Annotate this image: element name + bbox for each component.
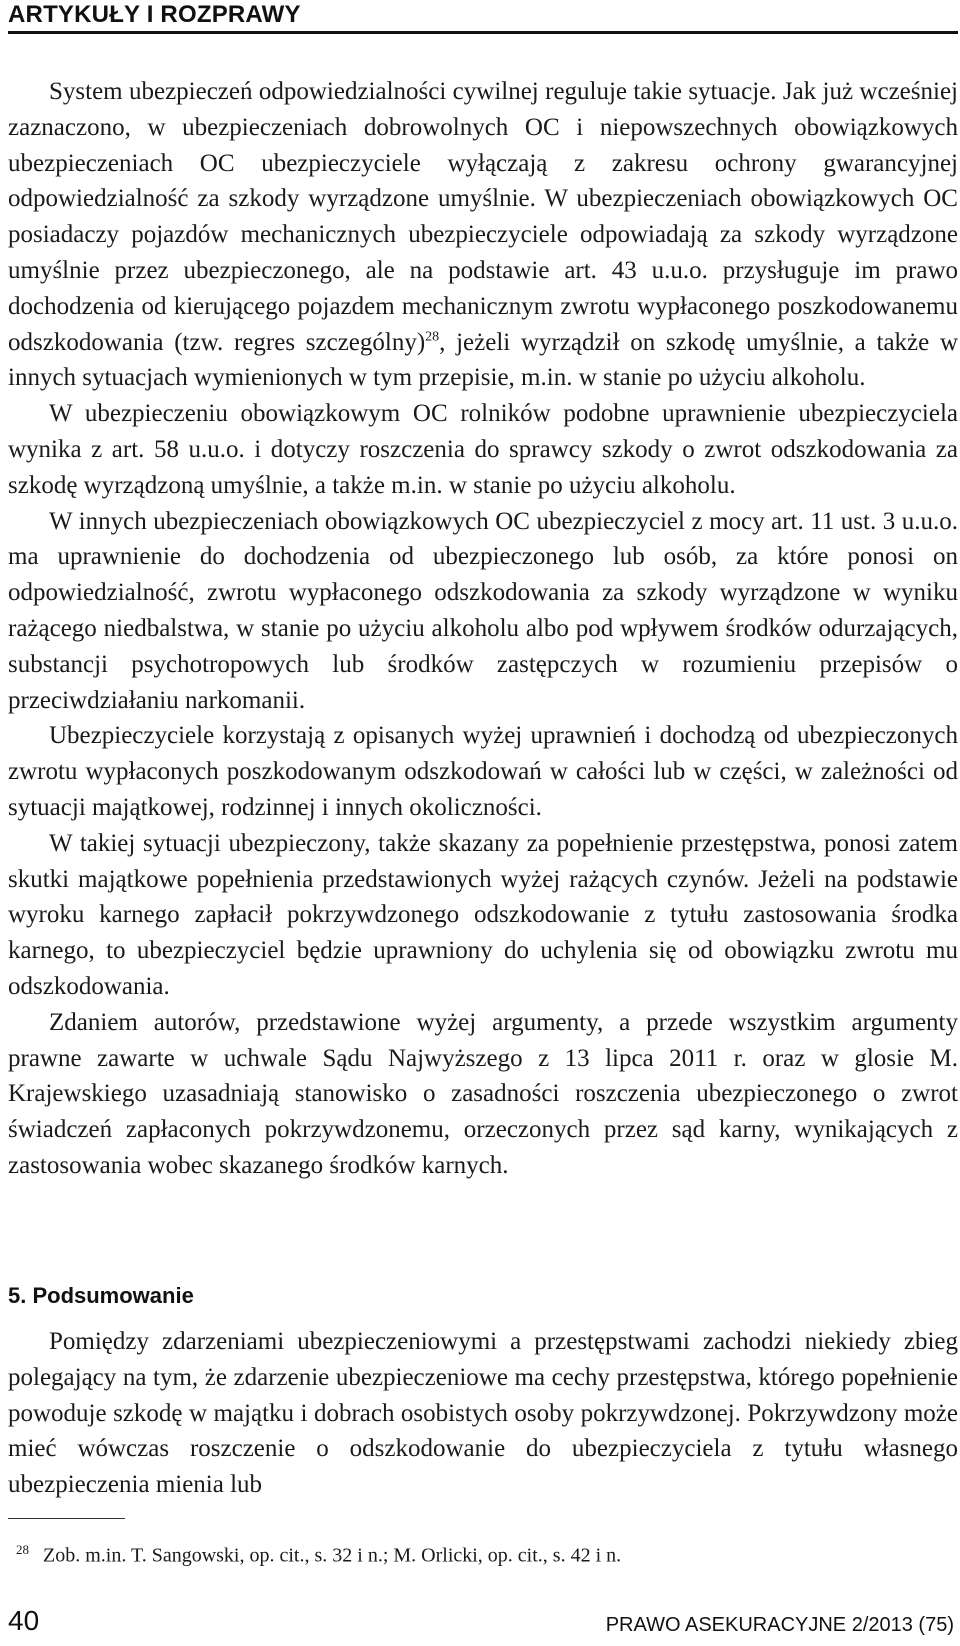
paragraph-6: Zdaniem autorów, przedstawione wyżej argumenty, a przede wszystkim argumenty prawne zawarte w uchwale Sądu Najwyższego z 13 lipca 2011 r. oraz w glosie M. Krajewskiego uzasadniają stanowisko o zasadności roszczenia ubezpieczonego o zwrot świadczeń zapłaconych pokrzywdzonemu, orzeczonych przez sąd karny, wynikających z zastosowania wobec skazanego środków karnych.: [8, 1008, 958, 1179]
footnote-text: Zob. m.in. T. Sangowski, op. cit., s. 32 i n.; M. Orlicki, op. cit., s. 42 i n.: [43, 1544, 622, 1567]
footnote-reference: 28: [425, 329, 440, 345]
page-number: 40: [8, 1605, 40, 1636]
paragraph-3: W innych ubezpieczeniach obowiązkowych OC ubezpieczyciel z mocy art. 11 ust. 3 u.u.o. ma uprawnienie do dochodzenia od ubezpieczonego lub osób, za które ponosi on odpowiedzialność, zwrotu wypłaconego odszkodowania za szkody wyrządzone w wyniku rażącego niedbalstwa, w stanie po użyciu alkoholu albo pod wpływem środków odurzających, substancji psychotropowych lub środków zastępczych w rozumieniu przepisów o przeciwdziałaniu narkomanii.: [8, 507, 958, 714]
paragraph-5: W takiej sytuacji ubezpieczony, także skazany za popełnienie przestępstwa, ponosi zatem skutki majątkowe popełnienia przedstawionych wyżej rażących czynów. Jeżeli na podstawie wyroku karnego zapłacił pokrzywdzonego odszkodowanie z tytułu zastosowania środka karnego, to ubezpieczyciel będzie uprawniony do uchylenia się od obowiązku zwrotu mu odszkodowania.: [8, 829, 958, 1000]
section-heading: 5. Podsumowanie: [8, 1283, 194, 1308]
journal-title: PRAWO ASEKURACYJNE 2/2013 (75): [605, 1614, 954, 1636]
section-body: [8, 1324, 958, 1503]
paragraph-2: W ubezpieczeniu obowiązkowym OC rolników podobne uprawnienie ubezpieczyciela wynika z art. 58 u.u.o. i dotyczy roszczenia do sprawcy szkody o zwrot odszkodowania za szkodę wyrządzoną umyślnie, a także m.in. w stanie po użyciu alkoholu.: [8, 400, 958, 499]
paragraph-1-part2: , jeżeli wyrządził on szkodę umyślnie, a także w innych sytuacjach wymienionych w tym przepisie, m.in. w stanie po użyciu alkoholu.: [8, 328, 958, 392]
footnote-separator: [8, 1518, 125, 1519]
paragraph-1-part1: System ubezpieczeń odpowiedzialności cywilnej reguluje takie sytuacje. Jak już wcześniej zaznaczono, w ubezpieczeniach dobrowolnych OC i niepowszechnych obowiązkowych ubezpieczeniach OC ubezpieczyciele wyłączają z zakresu ochrony gwarancyjnej odpowiedzialność za szkody wyrządzone umyślnie. W ubezpieczeniach obowiązkowych OC posiadaczy pojazdów mechanicznych ubezpieczyciele odpowiadają za szkody wyrządzone umyślnie przez ubezpieczonego, ale na podstawie art. 43 u.u.o. przysługuje im prawo dochodzenia od kierującego pojazdem mechanicznym zwrotu wypłaconego poszkodowanemu odszkodowania (tzw. regres szczególny): [8, 78, 958, 356]
header-rule: [8, 31, 958, 34]
section-paragraph: Pomiędzy zdarzeniami ubezpieczeniowymi a przestępstwami zachodzi niekiedy zbieg polegający na tym, że zdarzenie ubezpieczeniowe ma cechy przestępstwa, którego popełnienie powoduje szkodę w majątku i dobrach osobistych osoby pokrzywdzonej. Pokrzywdzony może mieć wówczas roszczenie o odszkodowanie do ubezpieczyciela z tytułu własnego ubezpieczenia mienia lub: [8, 1328, 958, 1499]
article-body: [8, 74, 958, 1184]
footnote-number: 28: [16, 1542, 29, 1557]
paragraph-4: Ubezpieczyciele korzystają z opisanych wyżej uprawnień i dochodzą od ubezpieczonych zwrotu wypłaconych poszkodowanym odszkodowań w całości lub w części, w zależności od sytuacji majątkowej, rodzinnej i innych okoliczności.: [8, 722, 958, 821]
running-header: ARTYKUŁY I ROZPRAWY: [8, 1, 301, 28]
paragraph-1: [8, 74, 958, 396]
footnote: [8, 1537, 958, 1569]
